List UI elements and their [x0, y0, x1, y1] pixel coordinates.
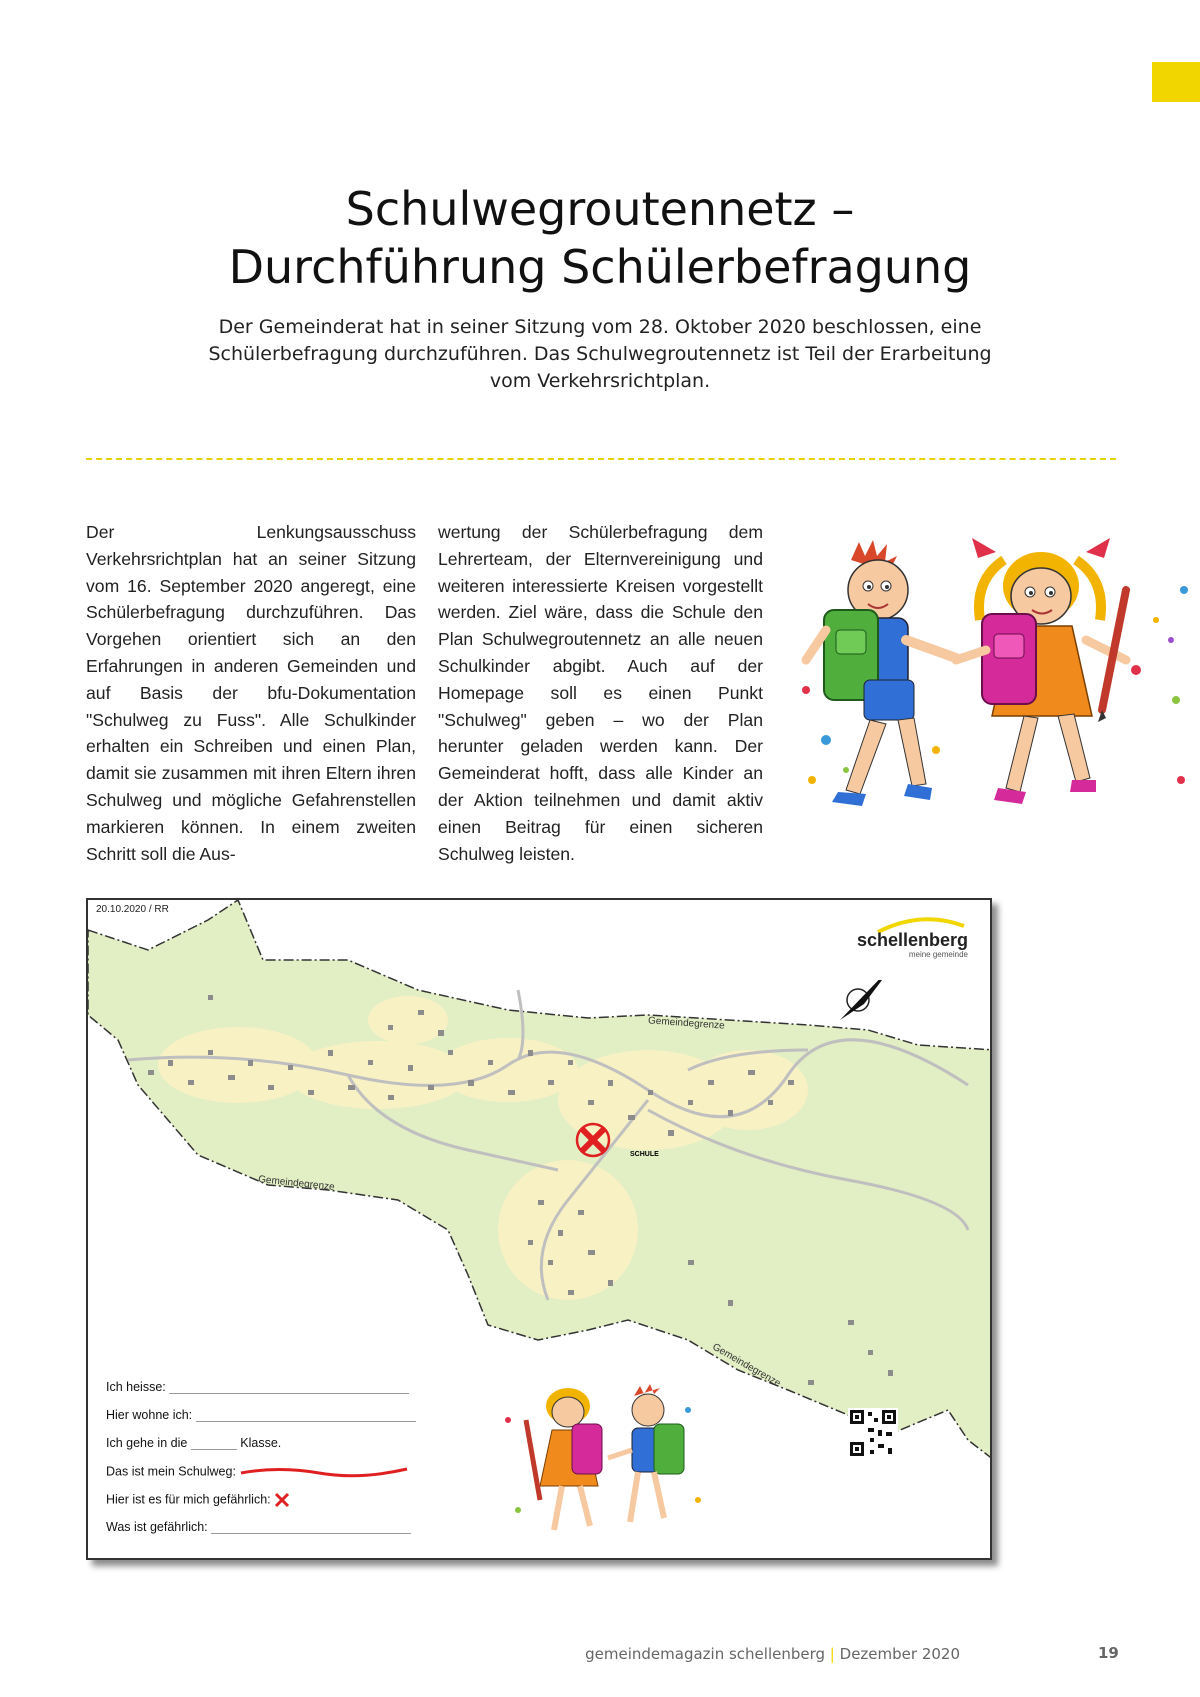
boundary-label-left: Gemeindegrenze [257, 1174, 336, 1193]
school-route-map [86, 898, 992, 1560]
form-label-name: Ich heisse: [106, 1380, 166, 1394]
map-girl-figure [526, 1388, 602, 1530]
article-lead: Der Gemeinderat hat in seiner Sitzung vom 28. Oktober 2020 beschlossen, eine Schülerbefragung durchzuführen. Das Schulwegroutennetz ist Teil der Erarbeitung vom Verkehrsrichtplan. [208, 316, 992, 392]
section-tab-marker [1152, 62, 1200, 102]
schellenberg-logo [724, 908, 982, 980]
boy-figure [806, 540, 956, 806]
article-title-line-2: Durchführung Schülerbefragung [228, 240, 972, 294]
logo-tagline: meine gemeinde [908, 950, 968, 959]
footer-issue: Dezember 2020 [839, 1645, 960, 1663]
school-label: SCHULE [630, 1151, 659, 1158]
body-column-1: Der Lenkungsausschuss Verkehrsrichtplan hat an seiner Sitzung vom 16. September 2020 angeregt, eine Schülerbefragung durchzuführen. Das Vorgehen orientiert sich an den Erfahrungen in anderen Gemeinden und auf Basis der bfu-Dokumentation "Schulweg zu Fuss". Alle Schulkinder erhalten ein Schreiben und einen Plan, damit sie zusammen mit ihren Eltern ihren Schulweg und mögliche Gefahrenstellen markieren können. In einem zweiten Schritt soll die Aus- [86, 522, 416, 864]
map-children-illustration [488, 1380, 718, 1550]
form-line-what[interactable] [211, 1520, 411, 1534]
boundary-label-right: Gemeindegrenze [710, 1341, 783, 1390]
footer-separator: | [829, 1645, 835, 1663]
form-row-danger [106, 1492, 290, 1512]
form-row-route [106, 1464, 409, 1484]
form-label-route: Das ist mein Schulweg: [106, 1464, 236, 1479]
form-label-class-prefix: Ich gehe in die [106, 1436, 188, 1450]
form-line-address[interactable] [196, 1408, 416, 1422]
form-row-what [106, 1520, 411, 1540]
form-line-name[interactable] [169, 1380, 409, 1394]
article-title [0, 180, 1200, 296]
form-row-address [106, 1408, 416, 1428]
form-label-class-suffix: Klasse. [240, 1436, 282, 1450]
body-column-2: wertung der Schülerbefragung dem Lehrerteam, der Elternvereinigung und weiteren interessierte Kreisen vorgestellt werden. Ziel wäre, dass die Schule den Plan Schulwegroutennetz an alle neuen Schulkinder abgibt. Auch auf der Homepage soll es einen Punkt "Schulweg" geben – wo der Plan herunter geladen werden kann. Der Gemeinderat hofft, dass alle Kinder an der Aktion teilnehmen und damit aktiv einen Beitrag für einen sicheren Schulweg leisten. [438, 522, 763, 864]
qr-code-icon [848, 1408, 898, 1458]
children-illustration [786, 530, 1200, 810]
form-line-class[interactable] [191, 1436, 237, 1450]
map-date-label: 20.10.2020 / RR [96, 904, 169, 915]
article-title-line-1: Schulwegroutennetz – [345, 182, 855, 236]
form-row-name [106, 1380, 409, 1400]
page-number: 19 [1098, 1644, 1119, 1662]
girl-figure [956, 538, 1126, 804]
form-label-what: Was ist gefährlich: [106, 1520, 208, 1534]
footer-magazine-info [585, 1645, 960, 1663]
boundary-label-top: Gemeindegrenze [647, 1015, 726, 1032]
footer-magazine-name: gemeindemagazin schellenberg [585, 1645, 826, 1663]
route-line-icon [239, 1464, 409, 1480]
form-row-class [106, 1436, 281, 1456]
form-label-danger: Hier ist es für mich gefährlich: [106, 1492, 271, 1507]
danger-cross-icon [274, 1492, 290, 1508]
survey-form [102, 1370, 432, 1550]
dashed-divider [86, 458, 1116, 460]
logo-name: schellenberg [856, 930, 968, 950]
map-boy-figure [608, 1384, 684, 1522]
form-label-address: Hier wohne ich: [106, 1408, 193, 1422]
